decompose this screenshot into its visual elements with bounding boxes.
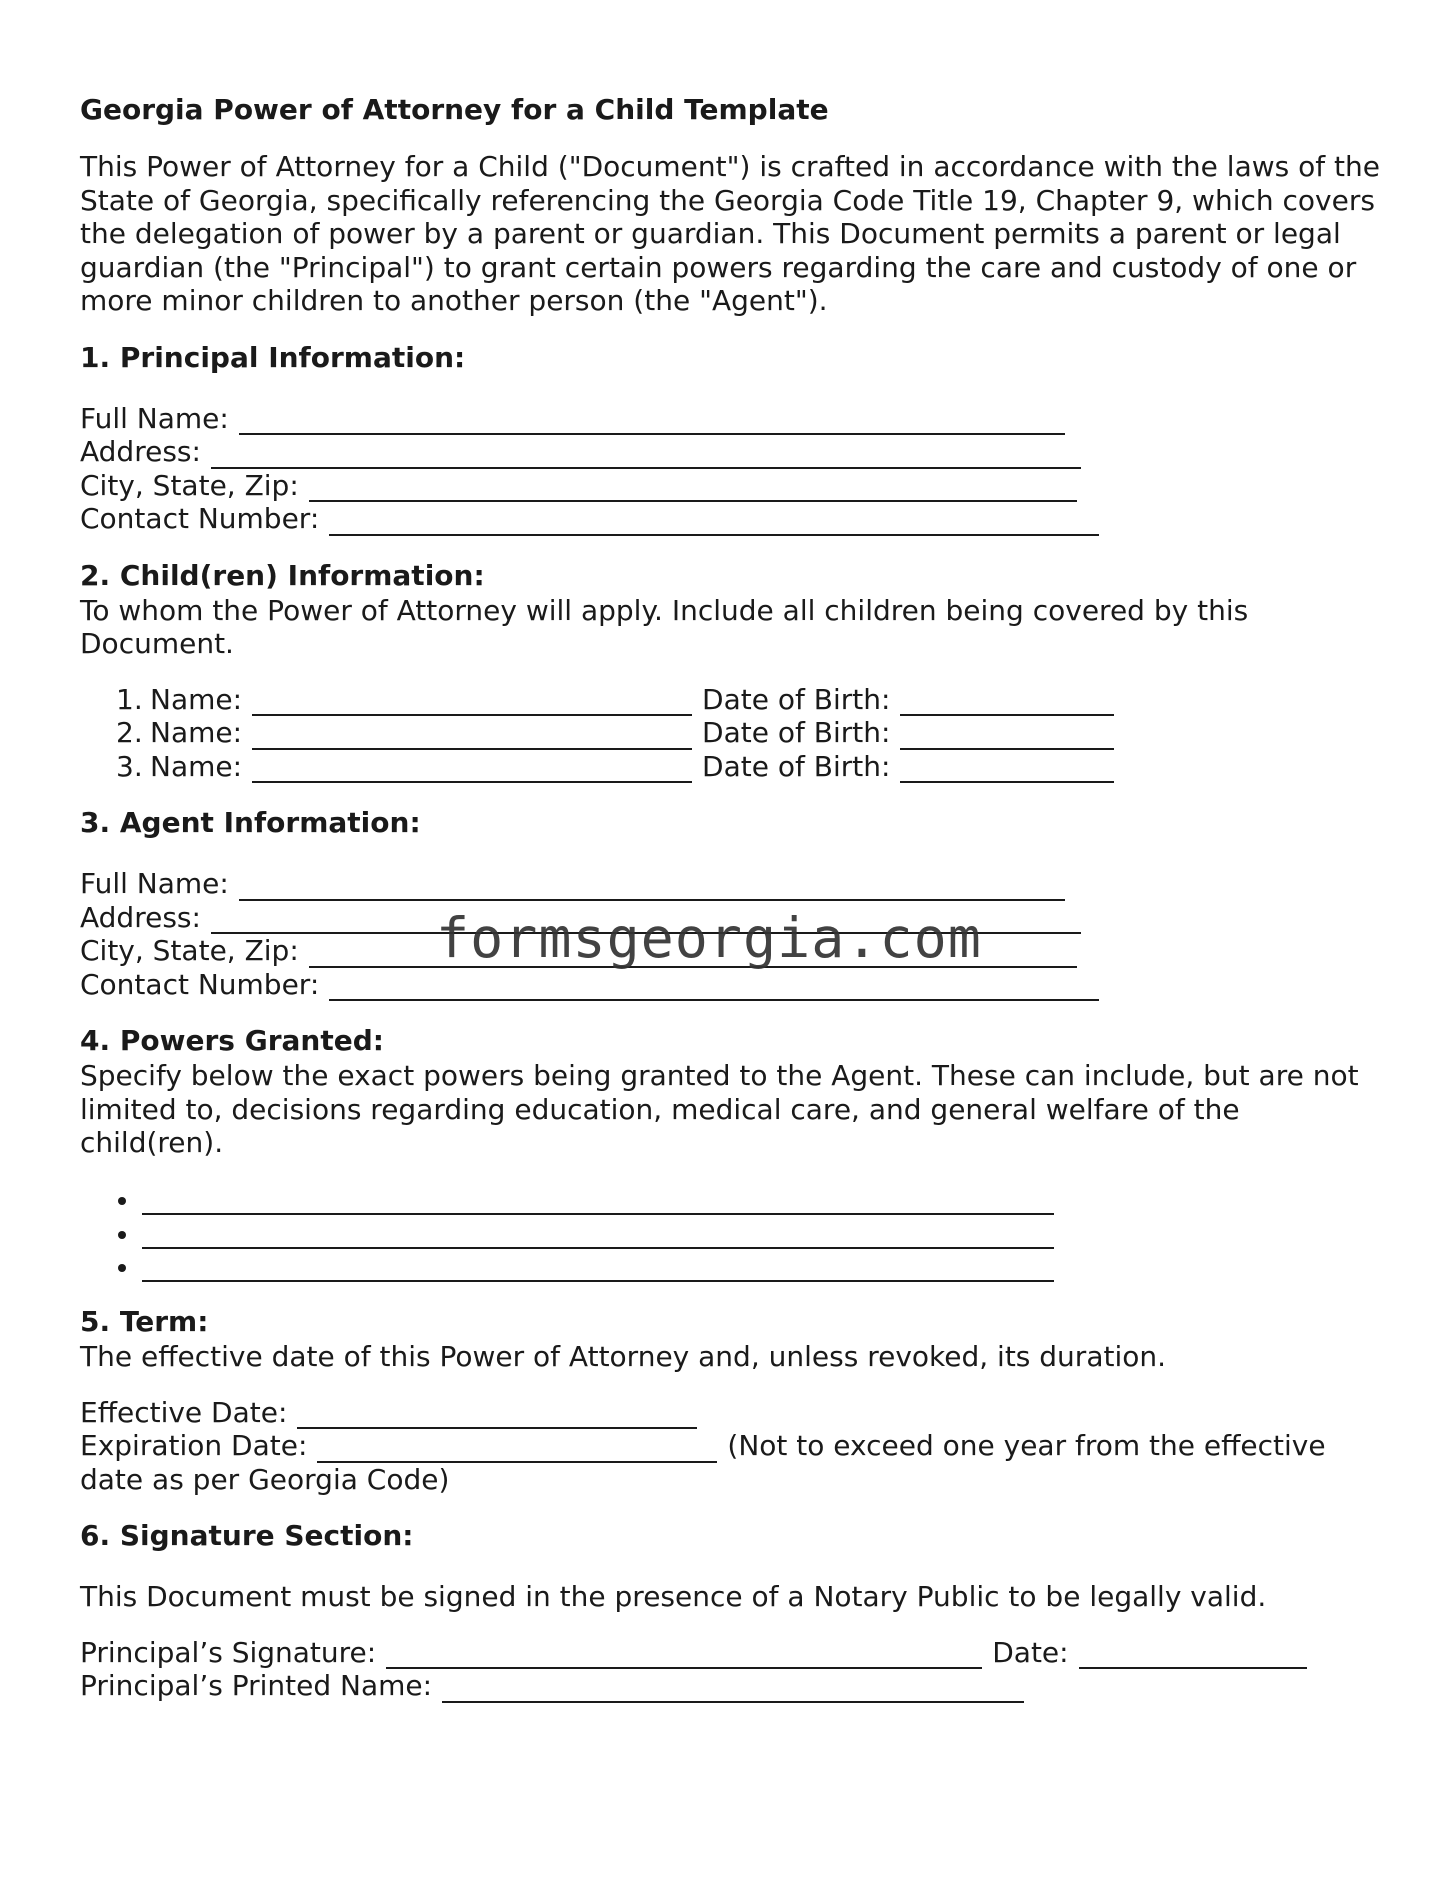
- principal-address-field[interactable]: Address:: [80, 435, 1380, 469]
- expiration-date-field[interactable]: Expiration Date: (Not to exceed one year from the effective: [80, 1429, 1326, 1462]
- bullet-icon: [118, 1231, 126, 1239]
- principal-contact-field[interactable]: Contact Number:: [80, 502, 1380, 536]
- signature-notice: This Document must be signed in the presence of a Notary Public to be legally valid.: [80, 1580, 1267, 1613]
- children-description: To whom the Power of Attorney will apply. Include all children being covered by this Document.: [80, 593, 1249, 660]
- page-title: Georgia Power of Attorney for a Child Template: [80, 93, 829, 126]
- principal-printed-name-field[interactable]: Principal’s Printed Name:: [80, 1669, 1380, 1703]
- agent-full-name-field[interactable]: Full Name:: [80, 867, 1380, 901]
- term-heading: 5. Term:: [80, 1305, 209, 1338]
- term-fields: [80, 1396, 1380, 1497]
- signature-fields: [80, 1636, 1380, 1703]
- principal-signature-field[interactable]: Principal’s Signature: Date:: [80, 1636, 1380, 1670]
- child-row[interactable]: 3. Name: Date of Birth:: [80, 750, 1380, 784]
- principal-city-field[interactable]: City, State, Zip:: [80, 469, 1380, 503]
- expiration-note: date as per Georgia Code): [80, 1462, 450, 1496]
- agent-city-field[interactable]: City, State, Zip:: [80, 934, 1380, 968]
- bullet-icon: [118, 1197, 126, 1205]
- signature-heading: 6. Signature Section:: [80, 1519, 414, 1552]
- principal-heading: 1. Principal Information:: [80, 340, 466, 374]
- children-heading: 2. Child(ren) Information:: [80, 558, 485, 592]
- intro-paragraph: This Power of Attorney for a Child ("Document") is crafted in accordance with the laws of the State of Georgia, specifically referencing the Georgia Code Title 19, Chapter 9, which covers the delegation of power by a parent or guardian. This Document permits a parent or legal guardian (the "Principal") to grant certain powers regarding the care and custody of one or more minor children to another person (the "Agent").: [80, 150, 1380, 317]
- children-list: [80, 683, 1380, 784]
- agent-heading: 3. Agent Information:: [80, 806, 421, 839]
- powers-list: [80, 1182, 1380, 1283]
- powers-heading: 4. Powers Granted:: [80, 1024, 384, 1057]
- principal-full-name-field[interactable]: Full Name:: [80, 402, 1380, 436]
- child-row[interactable]: 1. Name: Date of Birth:: [80, 683, 1380, 717]
- power-item[interactable]: [80, 1182, 1380, 1216]
- child-row[interactable]: 2. Name: Date of Birth:: [80, 716, 1380, 750]
- agent-contact-field[interactable]: Contact Number:: [80, 968, 1380, 1002]
- bullet-icon: [118, 1264, 126, 1272]
- watermark: formsgeorgia.com: [436, 906, 982, 970]
- principal-fields: [80, 402, 1380, 536]
- power-item[interactable]: [80, 1215, 1380, 1249]
- effective-date-field[interactable]: Effective Date:: [80, 1396, 1380, 1430]
- agent-address-field[interactable]: Address:: [80, 901, 1380, 935]
- term-description: The effective date of this Power of Attorney and, unless revoked, its duration.: [80, 1340, 1167, 1373]
- powers-description: Specify below the exact powers being granted to the Agent. These can include, but are not limited to, decisions regarding education, medical care, and general welfare of the child(ren).: [80, 1059, 1359, 1159]
- power-item[interactable]: [80, 1249, 1380, 1283]
